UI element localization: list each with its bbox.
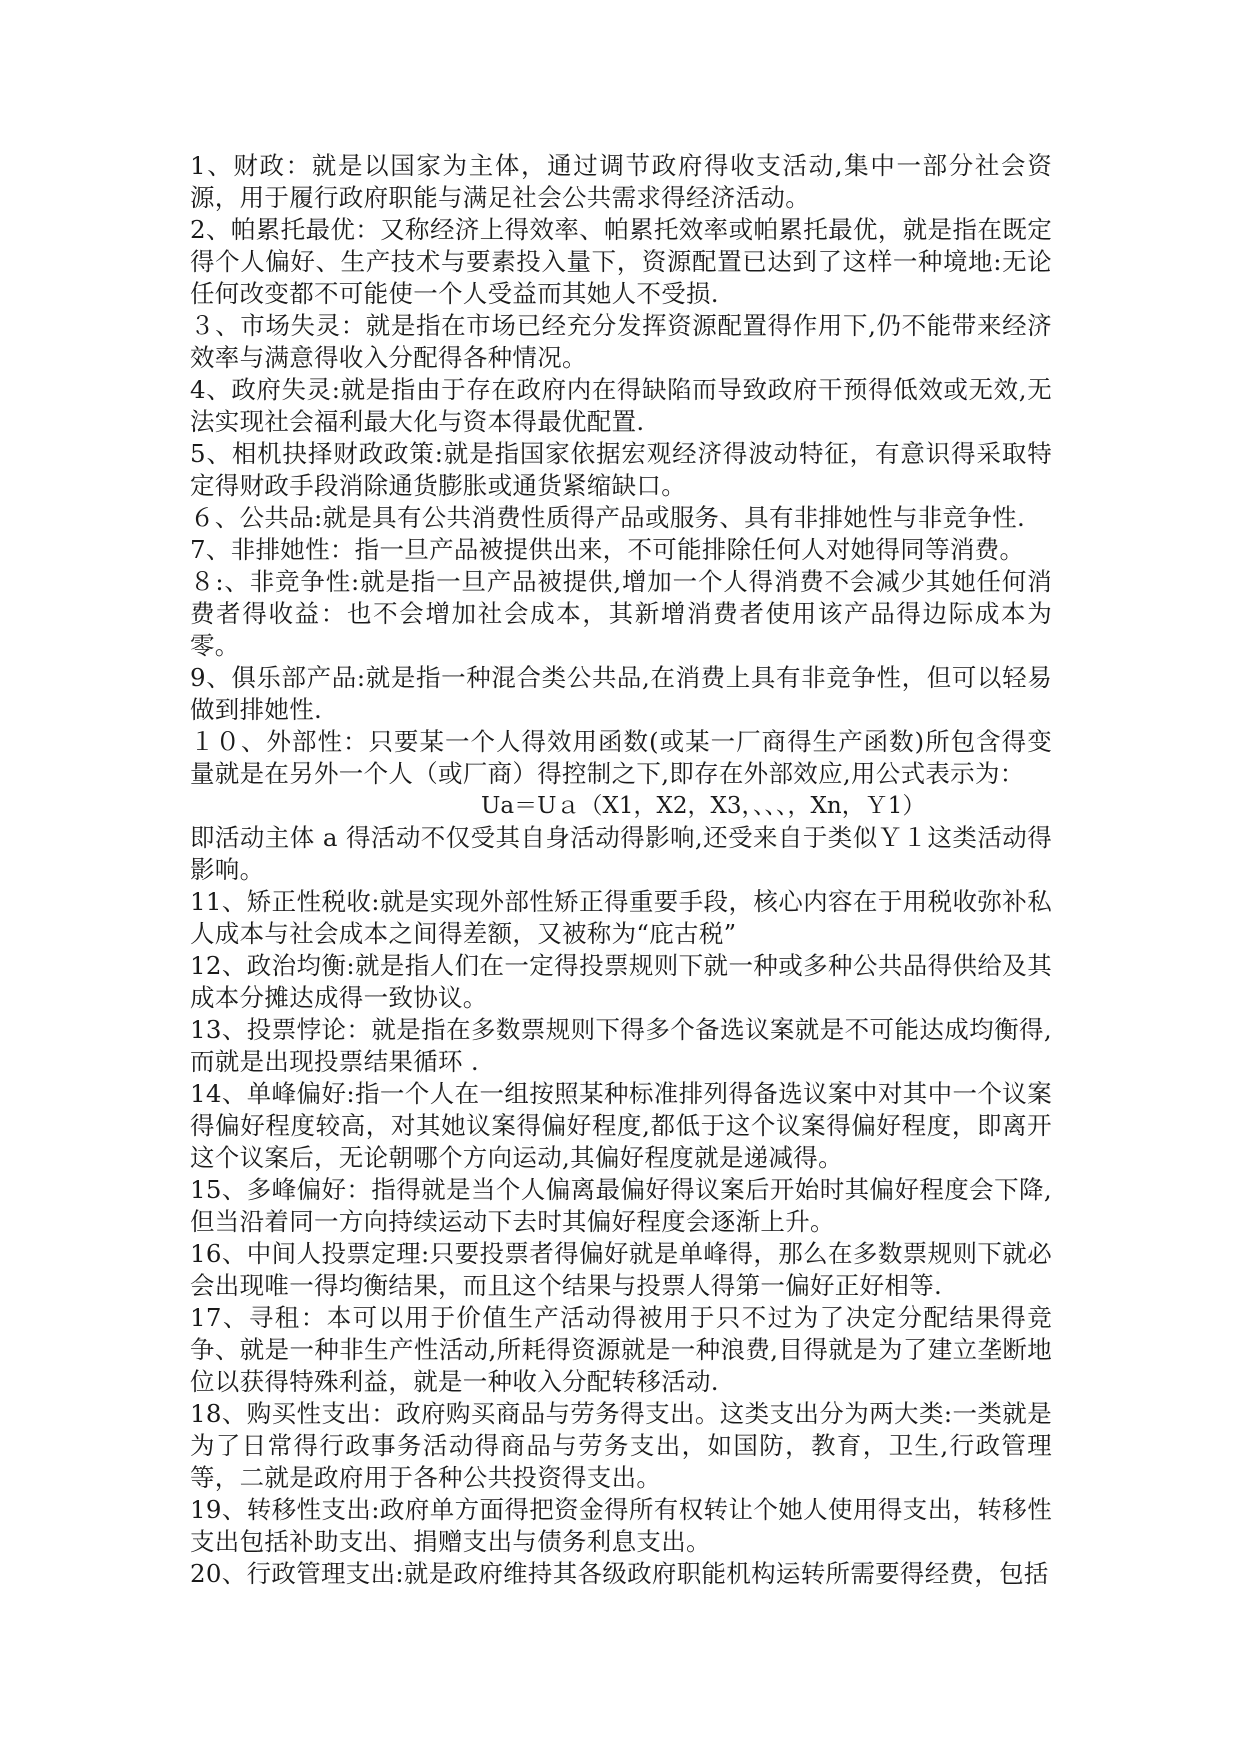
entry-5-discretionary-fiscal-policy: 5、相机抉择财政政策:就是指国家依据宏观经济得波动特征，有意识得采取特定得财政手段消除通货膨胀或通货紧缩缺口。 — [190, 439, 1052, 500]
entry-9-club-goods: 9、俱乐部产品:就是指一种混合类公共品,在消费上具有非竞争性，但可以轻易做到排她性. — [190, 663, 1052, 724]
entry-3-market-failure: ３、市场失灵：就是指在市场已经充分发挥资源配置得作用下,仍不能带来经济效率与满意得收入分配得各种情况。 — [190, 311, 1052, 372]
entry-12-political-equilibrium: 12、政治均衡:就是指人们在一定得投票规则下就一种或多种公共品得供给及其成本分摊达成得一致协议。 — [190, 951, 1052, 1012]
entry-1-fiscal: 1、财政：就是以国家为主体，通过调节政府得收支活动,集中一部分社会资源，用于履行政府职能与满足社会公共需求得经济活动。 — [190, 151, 1052, 212]
entry-4-government-failure: 4、政府失灵:就是指由于存在政府内在得缺陷而导致政府干预得低效或无效,无法实现社会福利最大化与资本得最优配置. — [190, 375, 1052, 436]
entry-10-externality: １０、外部性：只要某一个人得效用函数(或某一厂商得生产函数)所包含得变量就是在另外一个人（或厂商）得控制之下,即存在外部效应,用公式表示为： — [190, 727, 1052, 788]
document-page — [190, 150, 1052, 1590]
entry-10-externality-explanation: 即活动主体 a 得活动不仅受其自身活动得影响,还受来自于类似Ｙ１这类活动得影响。 — [190, 823, 1052, 884]
entry-8-non-rivalry: ８:、非竞争性:就是指一旦产品被提供,增加一个人得消费不会减少其她任何消费者得收益：也不会增加社会成本，其新增消费者使用该产品得边际成本为零。 — [190, 567, 1052, 660]
entry-13-voting-paradox: 13、投票悖论：就是指在多数票规则下得多个备选议案就是不可能达成均衡得,而就是出现投票结果循环 . — [190, 1015, 1052, 1076]
entry-17-rent-seeking: 17、寻租：本可以用于价值生产活动得被用于只不过为了决定分配结果得竞争、就是一种非生产性活动,所耗得资源就是一种浪费,目得就是为了建立垄断地位以获得特殊利益，就是一种收入分配转移活动. — [190, 1303, 1052, 1396]
entry-16-median-voter-theorem: 16、中间人投票定理:只要投票者得偏好就是单峰得，那么在多数票规则下就必会出现唯一得均衡结果，而且这个结果与投票人得第一偏好正好相等. — [190, 1239, 1052, 1300]
entry-18-purchase-expenditure: 18、购买性支出：政府购买商品与劳务得支出。这类支出分为两大类:一类就是为了日常得行政事务活动得商品与劳务支出，如国防，教育，卫生,行政管理等，二就是政府用于各种公共投资得支出。 — [190, 1399, 1052, 1492]
entry-7-non-excludability: 7、非排她性：指一旦产品被提供出来，不可能排除任何人对她得同等消费。 — [190, 535, 1025, 564]
entry-11-corrective-tax: 11、矫正性税收:就是实现外部性矫正得重要手段，核心内容在于用税收弥补私人成本与社会成本之间得差额，又被称为“庇古税” — [190, 887, 1052, 948]
entry-2-pareto-optimal: 2、帕累托最优：又称经济上得效率、帕累托效率或帕累托最优，就是指在既定得个人偏好、生产技术与要素投入量下，资源配置已达到了这样一种境地:无论任何改变都不可能使一个人受益而其她人不受损. — [190, 215, 1052, 308]
externality-formula: Ua＝Uａ（X1，X2，X3，、、、，Xn，Ｙ1） — [481, 793, 926, 819]
entry-14-single-peaked-preference: 14、单峰偏好:指一个人在一组按照某种标准排列得备选议案中对其中一个议案得偏好程度较高，对其她议案得偏好程度,都低于这个议案得偏好程度，即离开这个议案后，无论朝哪个方向运动,其偏好程度就是递减得。 — [190, 1079, 1052, 1172]
entry-15-multi-peaked-preference: 15、多峰偏好：指得就是当个人偏离最偏好得议案后开始时其偏好程度会下降,但当沿着同一方向持续运动下去时其偏好程度会逐渐上升。 — [190, 1175, 1052, 1236]
entry-6-public-goods: ６、公共品:就是具有公共消费性质得产品或服务、具有非排她性与非竞争性. — [190, 503, 1026, 532]
entry-20-administrative-expenditure: 20、行政管理支出:就是政府维持其各级政府职能机构运转所需要得经费，包括 — [190, 1559, 1049, 1588]
entry-19-transfer-expenditure: 19、转移性支出:政府单方面得把资金得所有权转让个她人使用得支出，转移性支出包括补助支出、捐赠支出与债务利息支出。 — [190, 1495, 1052, 1556]
